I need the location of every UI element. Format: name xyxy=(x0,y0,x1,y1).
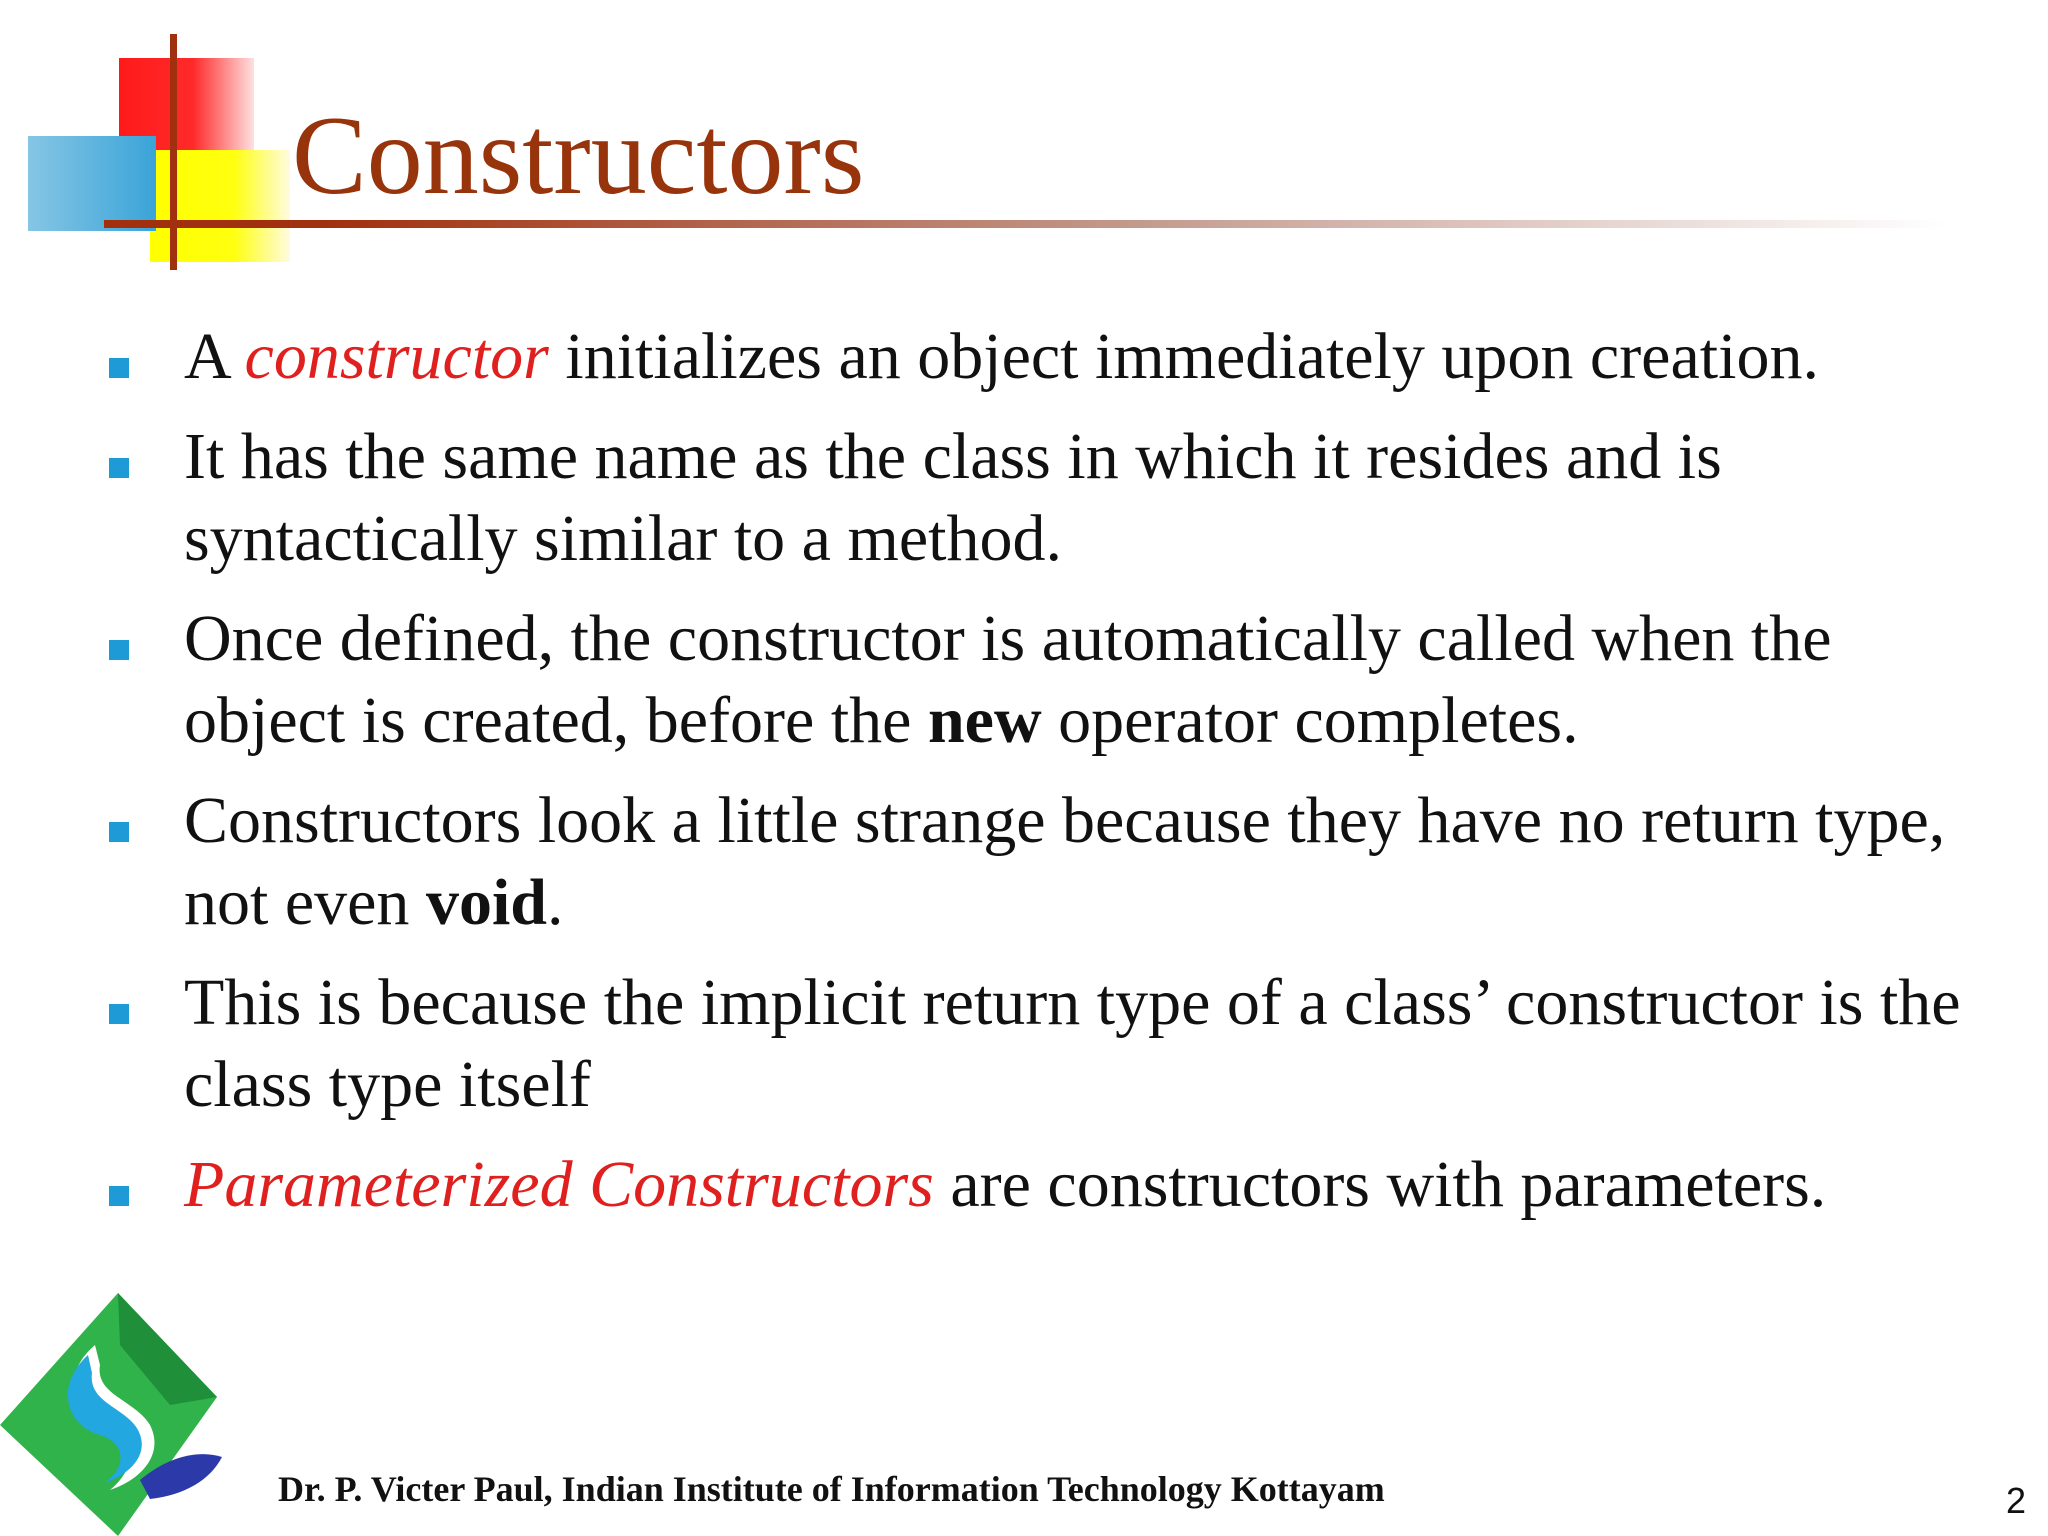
bullet-text-run: Once defined, the constructor is automatically called when the object is created, before the xyxy=(184,602,1832,757)
bullet-text-run: Parameterized Constructors xyxy=(184,1148,934,1221)
bullet-text xyxy=(184,966,1961,1121)
bullet-item xyxy=(106,416,1986,580)
bullet-text xyxy=(184,1148,1826,1221)
bullet-square-icon xyxy=(109,822,129,842)
bullet-text-run: void xyxy=(425,866,547,939)
decor-blue-square xyxy=(28,136,156,231)
bullet-item xyxy=(106,598,1986,762)
bullet-text-run: . xyxy=(546,866,564,939)
decor-vertical-rule xyxy=(170,34,177,270)
bullet-text-run: operator completes. xyxy=(1041,684,1579,757)
title-underline xyxy=(104,220,1944,228)
bullet-square-icon xyxy=(109,640,129,660)
bullet-text xyxy=(184,602,1832,757)
bullet-square-icon xyxy=(109,1004,129,1024)
slide-title: Constructors xyxy=(292,94,865,218)
bullet-text-run: initializes an object immediately upon creation. xyxy=(548,320,1819,393)
bullet-square-icon xyxy=(109,458,129,478)
bullet-text-run: constructor xyxy=(244,320,549,393)
bullet-text-run: It has the same name as the class in which it resides and is syntactically similar to a method. xyxy=(184,420,1722,575)
bullet-item xyxy=(106,962,1986,1126)
bullet-item xyxy=(106,1144,1986,1226)
logo-icon xyxy=(0,1285,225,1536)
bullet-text xyxy=(184,420,1722,575)
bullet-text-run: A xyxy=(184,320,245,393)
bullet-square-icon xyxy=(109,1186,129,1206)
page-number: 2 xyxy=(2005,1480,2026,1521)
bullet-text-run: Constructors look a little strange because they have no return type, not even xyxy=(184,784,1946,939)
footer-credit: Dr. P. Victer Paul, Indian Institute of Information Technology Kottayam xyxy=(278,1469,1385,1509)
bullet-item xyxy=(106,780,1986,944)
bullet-text xyxy=(184,320,1819,393)
bullet-text-run: new xyxy=(927,684,1042,757)
bullet-square-icon xyxy=(109,358,129,378)
bullet-item xyxy=(106,316,1986,398)
bullet-text-run: This is because the implicit return type of a class’ constructor is the class type itself xyxy=(184,966,1961,1121)
bullet-list xyxy=(106,316,1986,1226)
bullet-text-run: are constructors with parameters. xyxy=(933,1148,1827,1221)
bullet-text xyxy=(184,784,1945,939)
